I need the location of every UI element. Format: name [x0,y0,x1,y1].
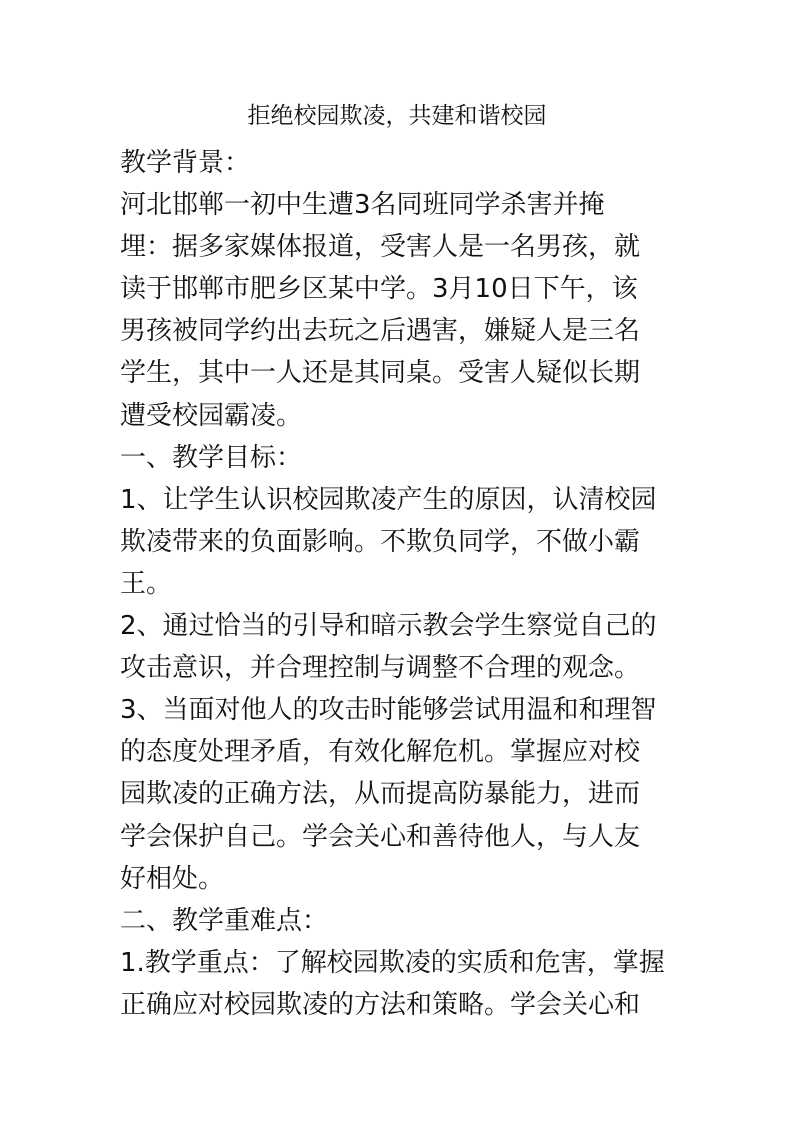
text-line: 好相处。 [120,863,225,894]
text-line: 1.教学重点：了解校园欺凌的实质和危害，掌握 [120,947,665,978]
text-line: 王。 [120,568,173,599]
text-line: 学会保护自己。学会关心和善待他人，与人友 [120,821,641,852]
text-line: 园欺凌的正确方法，从而提高防暴能力，进而 [120,779,641,810]
text-line: 读于邯郸市肥乡区某中学。3月10日下午，该 [120,274,638,305]
text-line: 3、当面对他人的攻击时能够尝试用温和和理智 [120,695,657,726]
text-line: 欺凌带来的负面影响。不欺负同学，不做小霸 [120,526,641,557]
text-line: 男孩被同学约出去玩之后遇害，嫌疑人是三名 [120,316,641,347]
text-line: 教学背景： [120,148,251,178]
text-line: 学生，其中一人还是其同桌。受害人疑似长期 [120,358,641,389]
document-title: 拒绝校园欺凌，共建和谐校园 [247,103,547,129]
text-line: 的态度处理矛盾，有效化解危机。掌握应对校 [120,737,641,768]
text-line: 正确应对校园欺凌的方法和策略。学会关心和 [120,989,641,1020]
text-line: 河北邯郸一初中生遭3名同班同学杀害并掩 [120,190,605,221]
text-line: 2、通过恰当的引导和暗示教会学生察觉自己的 [120,611,657,642]
document-body [120,142,680,1026]
text-line: 1、让学生认识校园欺凌产生的原因，认清校园 [120,484,657,515]
text-line: 攻击意识，并合理控制与调整不合理的观念。 [120,653,641,684]
text-line: 遭受校园霸凌。 [120,400,303,431]
section-heading: 一、教学目标： [120,442,303,473]
text-line: 埋：据多家媒体报道，受害人是一名男孩，就 [120,232,641,263]
section-heading: 二、教学重难点： [120,905,329,936]
